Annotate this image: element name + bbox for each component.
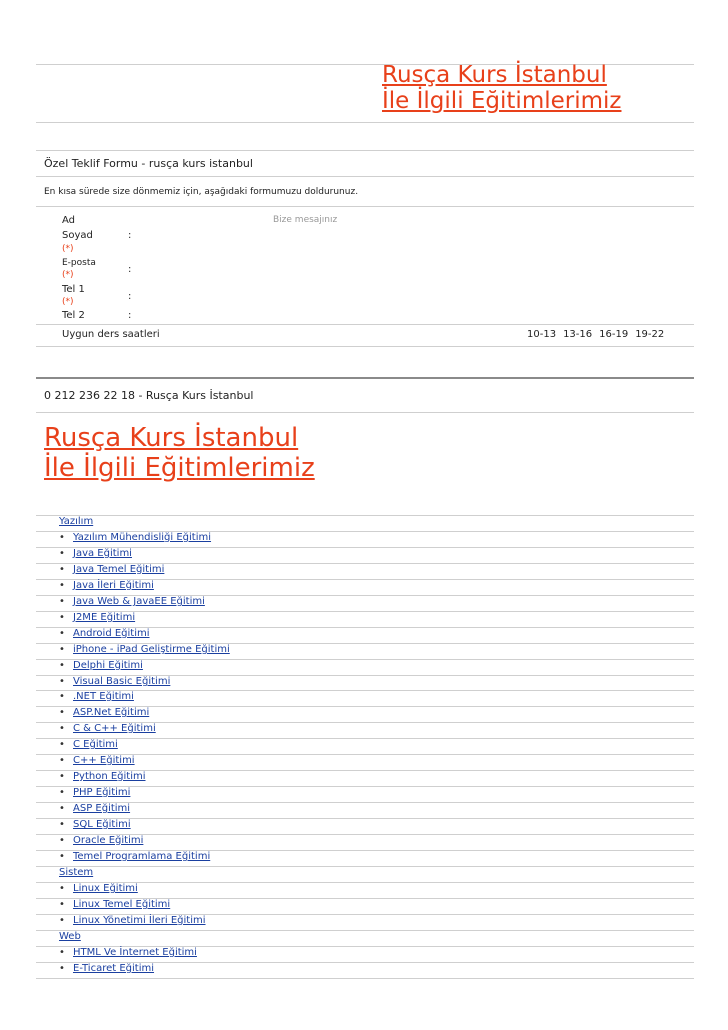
list-item xyxy=(59,548,132,559)
list-item xyxy=(59,835,143,846)
list-item xyxy=(59,707,149,718)
course-link[interactable]: HTML Ve İnternet Eğitimi xyxy=(73,947,197,958)
list-item xyxy=(59,564,164,575)
header-title-line1: Rusça Kurs İstanbul xyxy=(382,62,607,88)
contact-top-divider xyxy=(36,377,694,379)
tel1-required: (*) xyxy=(62,297,74,307)
bullet-icon: • xyxy=(59,676,65,687)
form-heading: Özel Teklif Formu - rusça kurs istanbul xyxy=(44,157,253,170)
course-link[interactable]: Java Web & JavaEE Eğitimi xyxy=(73,596,205,607)
hours-option[interactable]: 16-19 xyxy=(599,329,629,340)
list-item xyxy=(59,596,205,607)
list-item xyxy=(59,580,154,591)
soyad-required: (*) xyxy=(62,244,74,254)
bullet-icon: • xyxy=(59,644,65,655)
label-tel2: Tel 2 xyxy=(62,310,85,321)
hours-option[interactable]: 19-22 xyxy=(635,329,665,340)
bullet-icon: • xyxy=(59,691,65,702)
course-link[interactable]: ASP Eğitimi xyxy=(73,803,131,814)
list-item xyxy=(59,851,210,862)
list-item xyxy=(59,612,135,623)
bullet-icon: • xyxy=(59,707,65,718)
course-link[interactable]: PHP Eğitimi xyxy=(73,787,131,798)
course-link[interactable]: Java İleri Eğitimi xyxy=(73,580,154,591)
bullet-icon: • xyxy=(59,660,65,671)
category-link[interactable]: Sistem xyxy=(59,867,94,878)
list-item xyxy=(59,899,170,910)
course-link[interactable]: iPhone - iPad Geliştirme Eğitimi xyxy=(73,644,230,655)
bullet-icon: • xyxy=(59,803,65,814)
list-item xyxy=(59,947,197,958)
hours-label: Uygun ders saatleri xyxy=(62,329,160,340)
list-item xyxy=(59,739,118,750)
bullet-icon: • xyxy=(59,628,65,639)
row-divider xyxy=(36,515,694,516)
category-link[interactable]: Web xyxy=(59,931,81,942)
message-label: Bize mesajınız xyxy=(273,215,338,225)
form-top-divider xyxy=(36,150,694,151)
form-heading-divider xyxy=(36,176,694,177)
list-item xyxy=(59,963,154,974)
soyad-colon: : xyxy=(128,230,132,241)
list-item xyxy=(59,883,138,894)
hours-options xyxy=(520,329,664,340)
bullet-icon: • xyxy=(59,963,65,974)
bullet-icon: • xyxy=(59,723,65,734)
course-link[interactable]: Linux Yönetimi İleri Eğitimi xyxy=(73,915,206,926)
row-divider xyxy=(36,786,694,787)
bullet-icon: • xyxy=(59,819,65,830)
header-title-line2: İle İlgili Eğitimlerimiz xyxy=(382,88,622,115)
list-item xyxy=(59,676,170,687)
list-item xyxy=(59,819,131,830)
bullet-icon: • xyxy=(59,580,65,591)
list-item xyxy=(59,660,143,671)
list-item xyxy=(59,787,130,798)
course-link[interactable]: E-Ticaret Eğitimi xyxy=(73,963,155,974)
bullet-icon: • xyxy=(59,835,65,846)
course-link[interactable]: Delphi Eğitimi xyxy=(73,660,143,671)
course-link[interactable]: C & C++ Eğitimi xyxy=(73,723,156,734)
section-title-line2: İle İlgili Eğitimlerimiz xyxy=(44,452,315,483)
tel1-colon: : xyxy=(128,291,132,302)
bullet-icon: • xyxy=(59,739,65,750)
course-link[interactable]: C++ Eğitimi xyxy=(73,755,135,766)
bullet-icon: • xyxy=(59,564,65,575)
eposta-colon: : xyxy=(128,264,132,275)
row-divider xyxy=(36,866,694,867)
list-item xyxy=(59,755,135,766)
list-item xyxy=(59,628,150,639)
header-bottom-divider xyxy=(36,122,694,123)
course-link[interactable]: Python Eğitimi xyxy=(73,771,146,782)
section-title-link[interactable] xyxy=(44,424,315,484)
hours-option[interactable]: 13-16 xyxy=(563,329,593,340)
course-link[interactable]: Temel Programlama Eğitimi xyxy=(73,851,211,862)
tel2-colon: : xyxy=(128,310,132,321)
bullet-icon: • xyxy=(59,947,65,958)
section-title-line1: Rusça Kurs İstanbul xyxy=(44,423,299,453)
list-item xyxy=(59,771,146,782)
course-link[interactable]: SQL Eğitimi xyxy=(73,819,131,830)
bullet-icon: • xyxy=(59,899,65,910)
bullet-icon: • xyxy=(59,787,65,798)
row-divider xyxy=(36,978,694,979)
contact-phone: 0 212 236 22 18 - Rusça Kurs İstanbul xyxy=(44,389,254,402)
category-link[interactable]: Yazılım xyxy=(59,516,94,527)
bullet-icon: • xyxy=(59,596,65,607)
form-intro: En kısa sürede size dönmemiz için, aşağıdaki formumuzu doldurunuz. xyxy=(44,187,359,197)
bullet-icon: • xyxy=(59,755,65,766)
list-item xyxy=(59,803,130,814)
list-item xyxy=(59,532,211,543)
list-item xyxy=(59,644,230,655)
contact-bottom-divider xyxy=(36,412,694,413)
course-link[interactable]: Java Eğitimi xyxy=(73,548,132,559)
bullet-icon: • xyxy=(59,532,65,543)
course-link[interactable]: Visual Basic Eğitimi xyxy=(73,676,171,687)
course-link[interactable]: C Eğitimi xyxy=(73,739,118,750)
list-item xyxy=(59,691,134,702)
course-link[interactable]: ASP.Net Eğitimi xyxy=(73,707,150,718)
row-divider xyxy=(36,690,694,691)
label-eposta: E-posta xyxy=(62,258,96,268)
row-divider xyxy=(36,802,694,803)
course-link[interactable]: .NET Eğitimi xyxy=(73,691,134,702)
list-item xyxy=(59,915,206,926)
label-tel1: Tel 1 xyxy=(62,284,85,295)
course-link[interactable]: Oracle Eğitimi xyxy=(73,835,144,846)
course-link[interactable]: J2ME Eğitimi xyxy=(73,612,136,623)
form-intro-divider xyxy=(36,206,694,207)
row-divider xyxy=(36,930,694,931)
course-link[interactable]: Linux Temel Eğitimi xyxy=(73,899,171,910)
course-link[interactable]: Yazılım Mühendisliği Eğitimi xyxy=(73,532,212,543)
row-divider xyxy=(36,738,694,739)
course-link[interactable]: Java Temel Eğitimi xyxy=(73,564,165,575)
bullet-icon: • xyxy=(59,771,65,782)
hours-option[interactable]: 10-13 xyxy=(527,329,557,340)
header-title-link[interactable] xyxy=(382,62,621,115)
course-link[interactable]: Android Eğitimi xyxy=(73,628,150,639)
bullet-icon: • xyxy=(59,851,65,862)
eposta-required: (*) xyxy=(62,270,74,280)
label-ad: Ad xyxy=(62,215,76,226)
bullet-icon: • xyxy=(59,548,65,559)
bullet-icon: • xyxy=(59,915,65,926)
tel-divider xyxy=(36,324,694,325)
course-link[interactable]: Linux Eğitimi xyxy=(73,883,138,894)
row-divider xyxy=(36,818,694,819)
bullet-icon: • xyxy=(59,612,65,623)
list-item xyxy=(59,723,156,734)
label-soyad: Soyad xyxy=(62,230,93,241)
hours-divider xyxy=(36,346,694,347)
row-divider xyxy=(36,547,694,548)
bullet-icon: • xyxy=(59,883,65,894)
